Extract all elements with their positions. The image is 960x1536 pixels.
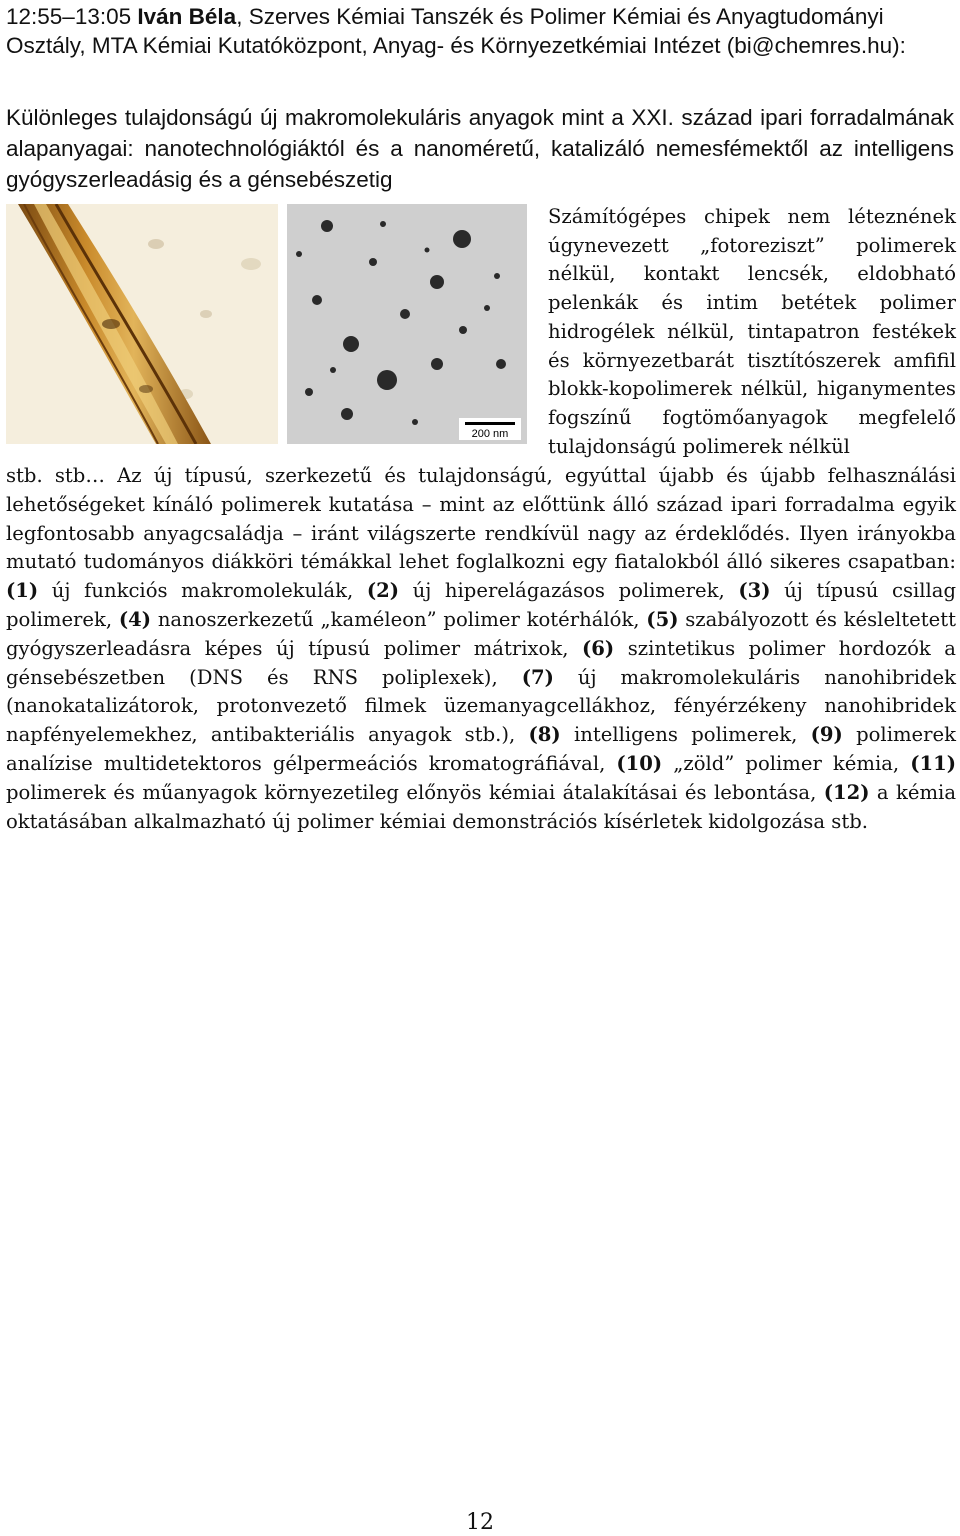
topic-number: (3)	[738, 579, 771, 603]
topic-text: szabályozott és késleltetett gyógyszerleadásra képes új típusú polimer mátrixok,	[6, 607, 956, 660]
lecture-title: Különleges tulajdonságú új makromolekuláris anyagok mint a XXI. század ipari forradalmának alapanyagai: nanotechnológiáktól és a nanoméretű, katalizáló nemesfémektől az intelligens gyógyszerleadásig és a génsebészetig	[6, 105, 954, 192]
topic-text: polimerek és műanyagok környezetileg előnyös kémiai átalakításai és lebontása,	[6, 780, 817, 804]
topic-number: (1)	[6, 579, 39, 603]
tem-image	[287, 204, 527, 444]
optical-micrograph-figure	[6, 204, 278, 444]
topic-number: (2)	[366, 579, 400, 603]
topic-number: (9)	[810, 723, 843, 747]
topic-number: (7)	[521, 665, 554, 689]
topic-text: intelligens polimerek,	[573, 723, 798, 747]
topic-number: (12)	[823, 780, 870, 804]
topic-number: (11)	[910, 751, 956, 775]
scale-bar-label: 200 nm	[471, 428, 509, 440]
topic-text: új hiperelágazásos polimerek,	[412, 579, 725, 603]
topic-number: (8)	[528, 723, 561, 747]
abstract-header	[6, 2, 954, 60]
page-number: 12	[466, 1510, 494, 1535]
topic-text: új funkciós makromolekulák,	[51, 579, 354, 603]
micrograph-image	[6, 204, 278, 444]
speaker-affiliation: , Szerves Kémiai Tanszék és Polimer Kémiai és Anyagtudományi Osztály, MTA Kémiai Kutatóközpont, Anyag- és Környezetkémiai Intézet (bi@chemres.hu):	[6, 4, 906, 58]
speaker-name: Iván Béla	[137, 4, 237, 29]
topic-number: (4)	[118, 607, 152, 631]
topic-text: új típusú csillag polimerek,	[6, 579, 957, 631]
topic-text: a kémia oktatásában alkalmazható új polimer kémiai demonstrációs kísérletek kidolgozása stb.	[6, 780, 956, 833]
body-intro: stb. stb… Az új típusú, szerkezetű és tulajdonságú, egyúttal újabb és újabb felhasználási lehetőségeket kínáló polimerek kutatása – mint az előttünk álló század ipari forradalma egyik legfontosabb anyagcsaládja – iránt világszerte rendkívül nagy az érdeklődés. Ilyen irányokba mutató tudományos diákköri témákkal lehet foglalkozni egy fiatalokból álló sikeres csapatban:	[6, 464, 956, 574]
topic-text: új makromolekuláris nanohibridek (nanokatalizátorok, protonvezető filmek üzemanyagcellákhoz, fényérzékeny nanohibridek napfényelemekhez, antibakteriális anyagok stb.),	[6, 665, 957, 747]
body-paragraph	[6, 462, 956, 836]
topic-text: nanoszerkezetű „kaméleon” polimer kotérhálók,	[157, 607, 640, 631]
topic-text: „zöld” polimer kémia,	[673, 751, 900, 775]
topic-number: (5)	[646, 607, 679, 631]
tem-nanoparticle-figure	[287, 204, 527, 444]
session-time: 12:55–13:05	[6, 4, 132, 29]
side-paragraph: Számítógépes chipek nem léteznének úgynevezett „fotoreziszt” polimerek nélkül, kontakt lencsék, eldobható pelenkák és intim betétek polimer hidrogélek nélkül, tintapatron festékek és környezetbarát tisztítószerek amfifil blokk-kopolimerek nélkül, higanymentes fogszínű fogtömőanyagok megfelelő tulajdonságú polimerek nélkül	[548, 205, 956, 458]
topic-number: (6)	[581, 636, 615, 660]
topic-text: szintetikus polimer hordozók a génsebészetben (DNS és RNS poliplexek),	[6, 636, 956, 689]
topic-text: polimerek analízise multidetektoros gélpermeációs kromatográfiával,	[6, 723, 956, 775]
topic-number: (10)	[616, 751, 663, 775]
